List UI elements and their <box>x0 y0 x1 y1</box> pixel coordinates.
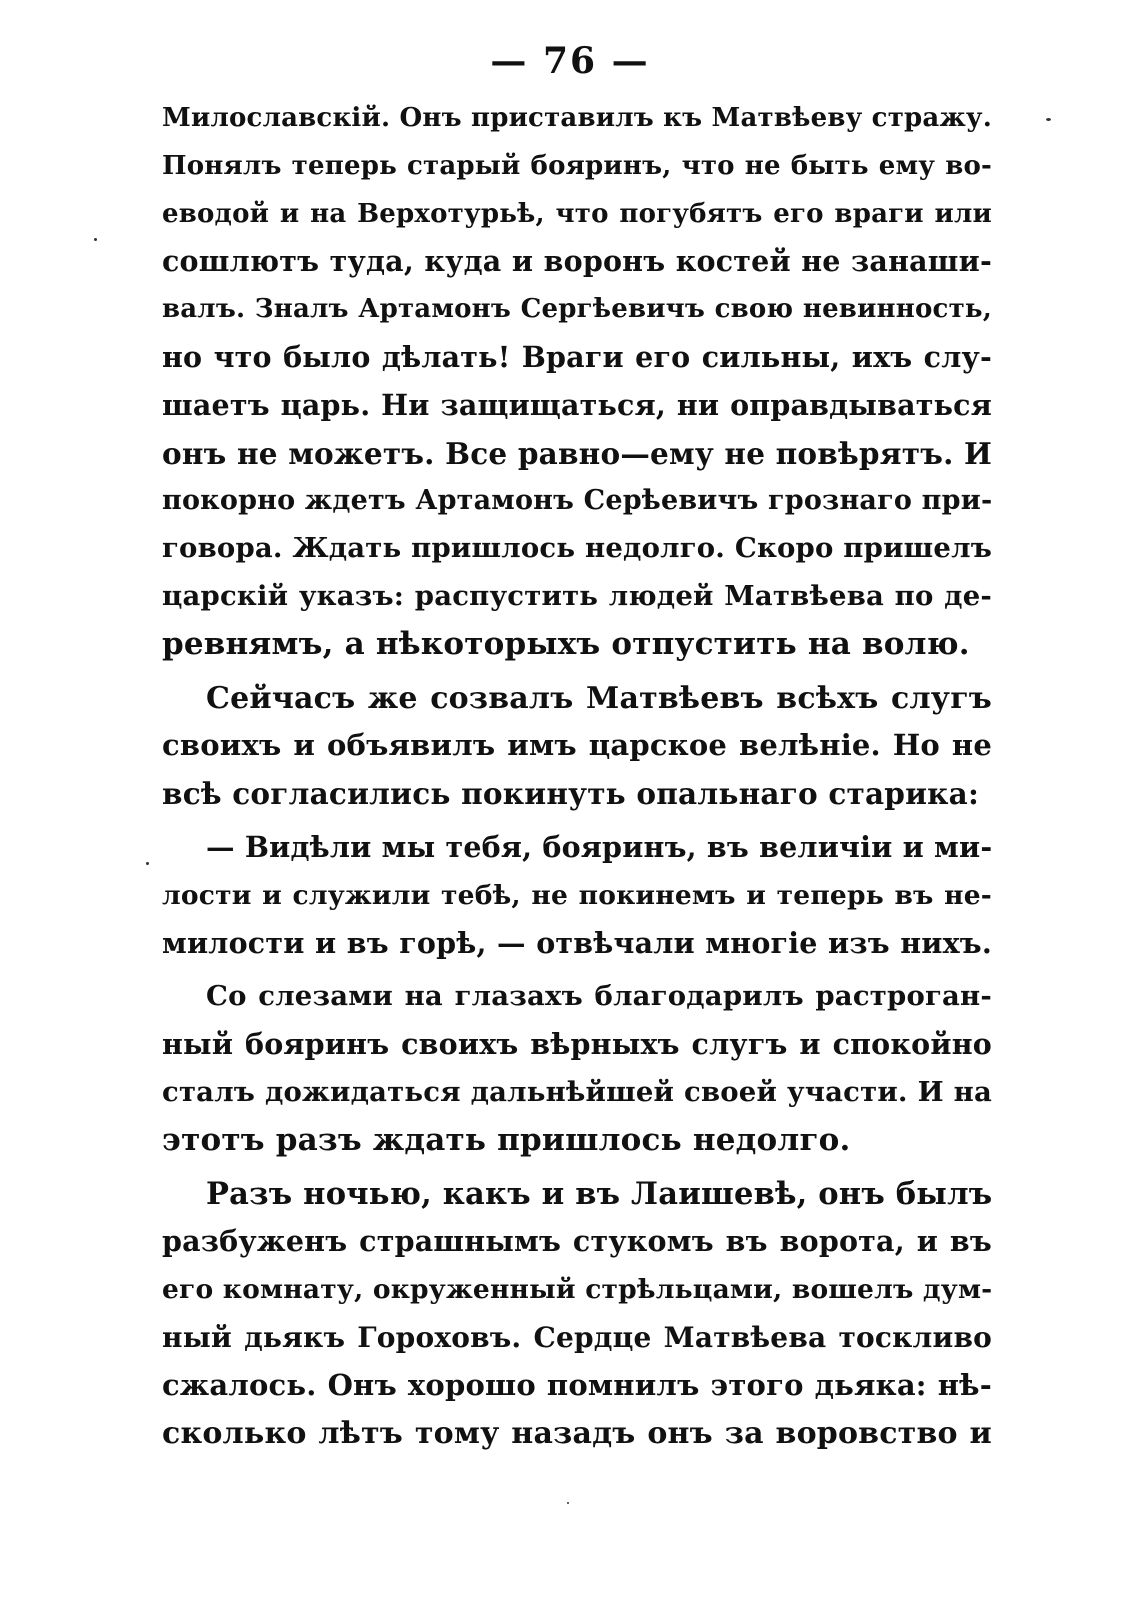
text-line: сошлютъ туда, куда и воронъ костей не занаши- <box>162 244 992 279</box>
text-line: царскій указъ: распустить людей Матвѣева по де- <box>162 579 992 612</box>
text-line: ный бояринъ своихъ вѣрныхъ слугъ и спокойно <box>162 1027 992 1062</box>
scan-speck <box>146 862 149 865</box>
text-line: ревнямъ, а нѣкоторыхъ отпустить на волю. <box>162 625 970 662</box>
text-line: Милославскій. Онъ приставилъ къ Матвѣеву стражу. <box>162 103 992 133</box>
text-line: сталъ дожидаться дальнѣйшей своей участи. И на <box>162 1075 992 1108</box>
paragraph <box>162 1171 992 1458</box>
body-text <box>162 95 992 1457</box>
page-number: — 76 — <box>490 40 650 82</box>
scan-speck <box>94 238 97 241</box>
scan-speck <box>1046 118 1051 121</box>
text-line: покорно ждетъ Артамонъ Серѣевичъ грознаго при- <box>162 485 993 517</box>
text-line: Сейчасъ же созвалъ Матвѣевъ всѣхъ слугъ <box>206 680 992 716</box>
text-line: — Видѣли мы тебя, бояринъ, въ величіи и ми- <box>206 829 993 864</box>
paragraph <box>162 675 992 818</box>
text-line: говора. Ждать пришлось недолго. Скоро пришелъ <box>162 532 992 565</box>
text-line: всѣ согласились покинуть опальнаго старика: <box>162 776 980 812</box>
text-line: Разъ ночью, какъ и въ Лаишевѣ, онъ былъ <box>206 1175 993 1212</box>
text-line: еводой и на Верхотурьѣ, что погубятъ его враги или <box>162 198 992 229</box>
text-line: шаетъ царь. Ни защищаться, ни оправдываться <box>162 387 992 422</box>
text-line: своихъ и объявилъ имъ царское велѣніе. Но не <box>162 728 992 763</box>
scan-speck <box>567 1502 569 1504</box>
text-line: этотъ разъ ждать пришлось недолго. <box>162 1121 851 1158</box>
text-line: онъ не можетъ. Все равно—ему не повѣрятъ. И <box>162 435 993 471</box>
text-line: лости и служили тебѣ, не покинемъ и теперь въ не- <box>162 879 992 911</box>
text-line: Со слезами на глазахъ благодарилъ растроган- <box>206 980 992 1013</box>
text-line: но что было дѣлать! Враги его сильны, ихъ слу- <box>162 339 992 374</box>
text-line: сколько лѣтъ тому назадъ онъ за воровство и <box>162 1415 992 1451</box>
text-line: ный дьякъ Гороховъ. Сердце Матвѣева тоскливо <box>162 1320 992 1354</box>
text-line: его комнату, окруженный стрѣльцами, вошелъ дум- <box>162 1274 993 1306</box>
text-line: сжалось. Онъ хорошо помнилъ этого дьяка: нѣ- <box>162 1367 992 1402</box>
text-line: милости и въ горѣ, — отвѣчали многіе изъ нихъ. <box>162 925 992 960</box>
text-line: валъ. Зналъ Артамонъ Сергѣевичъ свою невинность, <box>162 294 992 325</box>
text-line: разбуженъ страшнымъ стукомъ въ ворота, и въ <box>162 1224 992 1259</box>
paragraph <box>162 95 992 669</box>
paragraph <box>162 824 992 967</box>
paragraph <box>162 973 992 1164</box>
text-line: Понялъ теперь старый бояринъ, что не быть ему во- <box>162 150 992 181</box>
